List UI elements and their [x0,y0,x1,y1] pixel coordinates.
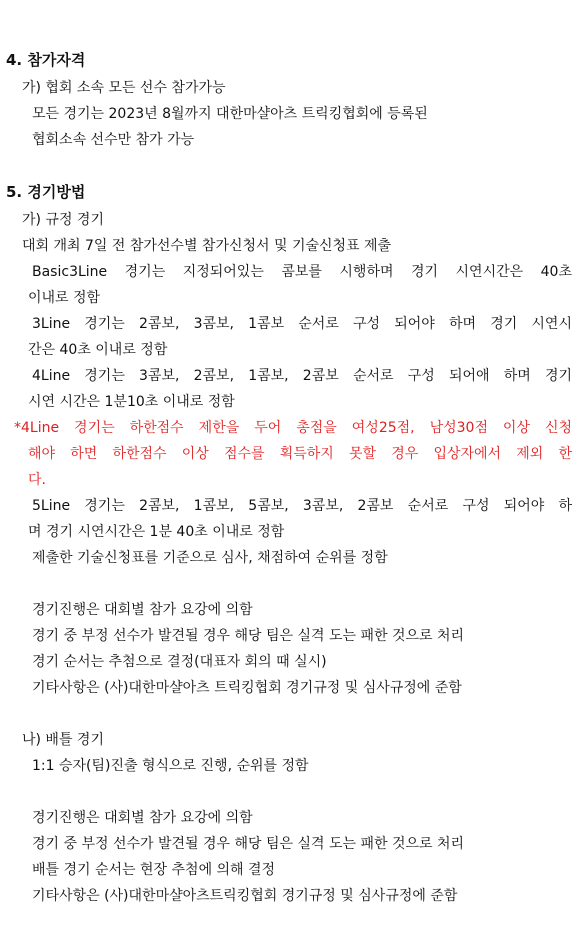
4line-minimum-score-note-end: 다. [28,472,46,488]
4line-minimum-score-note-cont: 해야 하면 하한점수 이상 점수를 획득하지 못할 경우 입상자에서 제외 한 [28,446,572,462]
section-5-intro: 대회 개최 7일 전 참가선수별 참가신청서 및 기술신청표 제출 [22,238,392,254]
3line-rule: 3Line 경기는 2콤보, 3콤보, 1콤보 순서로 구성 되어야 하며 경기 시연시 [32,316,572,332]
regulation-progress: 경기진행은 대회별 참가 요강에 의함 [32,602,253,618]
regulation-cheating: 경기 중 부정 선수가 발견될 경우 해당 팀은 실격 도는 패한 것으로 처리 [32,628,465,644]
4line-rule: 4Line 경기는 3콤보, 2콤보, 1콤보, 2콤보 순서로 구성 되어애 하며 경기 [32,368,572,384]
basic3line-rule: Basic3Line 경기는 지정되어있는 콤보를 시행하며 경기 시연시간은 40초 [32,264,572,280]
basic3line-rule-cont: 이내로 정함 [28,290,101,306]
section-5-item-a: 가) 규정 경기 [22,212,104,228]
section-4-item-a: 가) 협회 소속 모든 선수 참가가능 [22,80,226,96]
section-5-item-b: 나) 배틀 경기 [22,732,104,748]
section-4-text-line: 모든 경기는 2023년 8월까지 대한마샬아츠 트릭킹협회에 등록된 [32,106,428,122]
5line-rule: 5Line 경기는 2콤보, 1콤보, 5콤보, 3콤보, 2콤보 순서로 구성 되어야 하 [32,498,572,514]
3line-rule-cont: 간은 40초 이내로 정함 [28,342,168,358]
section-4-heading: 4. 참가자격 [6,51,86,69]
judging-rule: 제출한 기술신청표를 기준으로 심사, 채점하여 순위를 정함 [32,550,388,566]
battle-format: 1:1 승자(팀)진출 형식으로 진행, 순위를 정함 [32,758,309,774]
4line-minimum-score-note: *4Line 경기는 하한점수 제한을 두어 총점을 여성25점, 남성30점 이상 신청 [14,420,572,436]
battle-order: 배틀 경기 순서는 현장 추첨에 의해 결정 [32,862,276,878]
regulation-other: 기타사항은 (사)대한마샬아츠 트릭킹협회 경기규정 및 심사규정에 준함 [32,680,462,696]
4line-rule-cont: 시연 시간은 1분10초 이내로 정함 [28,394,235,410]
section-5-heading: 5. 경기방법 [6,183,86,201]
battle-cheating: 경기 중 부정 선수가 발견될 경우 해당 팀은 실격 도는 패한 것으로 처리 [32,836,465,852]
regulation-order: 경기 순서는 추첨으로 결정(대표자 회의 때 실시) [32,654,327,670]
battle-progress: 경기진행은 대회별 참가 요강에 의함 [32,810,253,826]
section-4-text-line: 협회소속 선수만 참가 가능 [32,132,195,148]
5line-rule-cont: 며 경기 시연시간은 1분 40초 이내로 정함 [28,524,285,540]
battle-other: 기타사항은 (사)대한마샬아츠트릭킹협회 경기규정 및 심사규정에 준함 [32,888,458,904]
